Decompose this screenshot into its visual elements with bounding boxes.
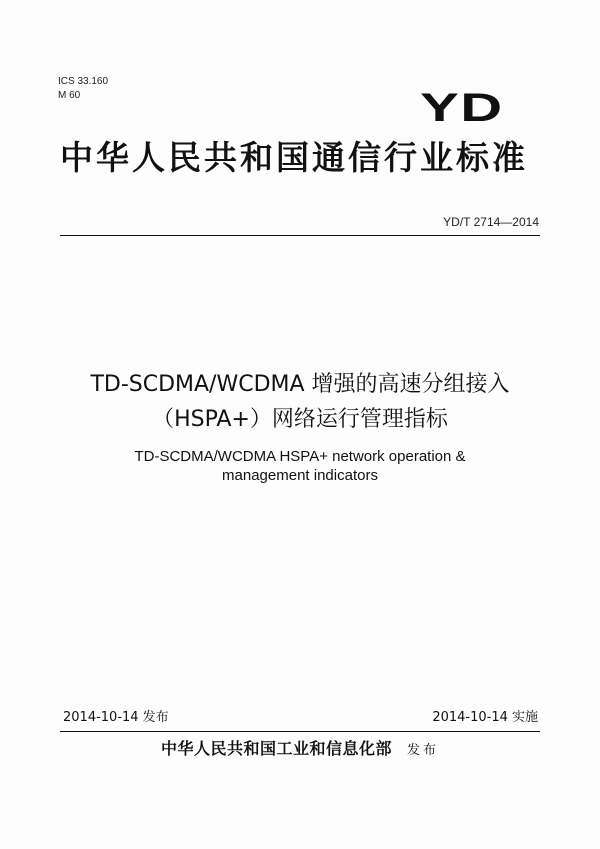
classification-codes	[58, 75, 108, 103]
bottom-divider	[60, 731, 540, 732]
standard-number: YD/T 2714—2014	[443, 215, 539, 229]
authority-title: 中华人民共和国通信行业标准	[60, 138, 528, 177]
publish-date: 2014-10-14 发布	[63, 710, 169, 725]
chinese-title-line-2: （HSPA+）网络运行管理指标	[152, 407, 448, 432]
publisher-line	[0, 738, 600, 762]
top-divider	[60, 235, 540, 236]
implement-date: 2014-10-14 实施	[432, 710, 538, 725]
english-title-line-1: TD-SCDMA/WCDMA HSPA+ network operation &	[134, 448, 466, 465]
publisher-org: 中华人民共和国工业和信息化部	[160, 739, 392, 758]
ics-code: ICS 33.160	[58, 76, 109, 87]
publisher-issue-label: 发布	[407, 743, 440, 758]
ccs-code: M 60	[58, 90, 81, 101]
yd-logo: YD	[420, 86, 504, 130]
english-title-line-2: management indicators	[222, 467, 378, 484]
chinese-title-line-1: TD-SCDMA/WCDMA 增强的高速分组接入	[90, 372, 510, 397]
